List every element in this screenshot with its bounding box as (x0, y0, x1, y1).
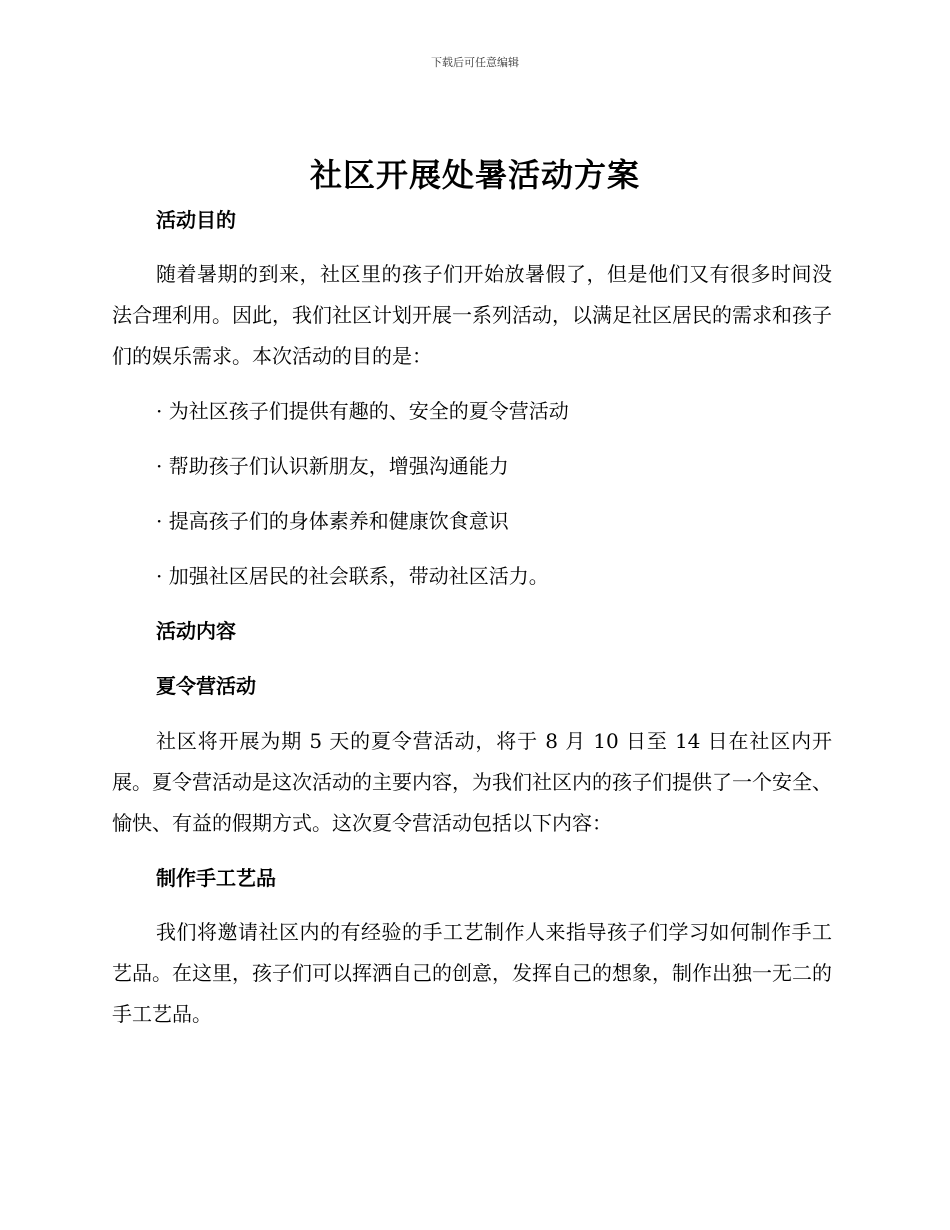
section-heading-content: 活动内容 (156, 619, 236, 643)
section-heading-craft: 制作手工艺品 (156, 866, 276, 890)
paragraph-camp: 社区将开展为期 5 天的夏令营活动，将于 8 月 10 日至 14 日在社区内开展。夏令营活动是这次活动的主要内容，为我们社区内的孩子们提供了一个安全、愉快、有益的假期方式。这次夏令营活动包括以下内容： (112, 729, 832, 835)
document-title: 社区开展处暑活动方案 (309, 156, 640, 194)
bullet-item: · 为社区孩子们提供有趣的、安全的夏令营活动 (156, 399, 569, 423)
bullet-item: · 加强社区居民的社会联系，带动社区活力。 (156, 564, 549, 588)
bullet-item: · 帮助孩子们认识新朋友，增强沟通能力 (156, 454, 509, 478)
bullet-item: · 提高孩子们的身体素养和健康饮食意识 (156, 509, 509, 533)
document-body (112, 200, 832, 1035)
paragraph-purpose: 随着暑期的到来，社区里的孩子们开始放暑假了，但是他们又有很多时间没法合理利用。因此，我们社区计划开展一系列活动，以满足社区居民的需求和孩子们的娱乐需求。本次活动的目的是： (112, 262, 832, 368)
header-note: 下载后可任意编辑 (431, 56, 519, 69)
section-heading-purpose: 活动目的 (156, 208, 236, 232)
section-heading-camp: 夏令营活动 (156, 674, 256, 698)
paragraph-craft: 我们将邀请社区内的有经验的手工艺制作人来指导孩子们学习如何制作手工艺品。在这里，孩子们可以挥洒自己的创意，发挥自己的想象，制作出独一无二的手工艺品。 (112, 920, 832, 1026)
